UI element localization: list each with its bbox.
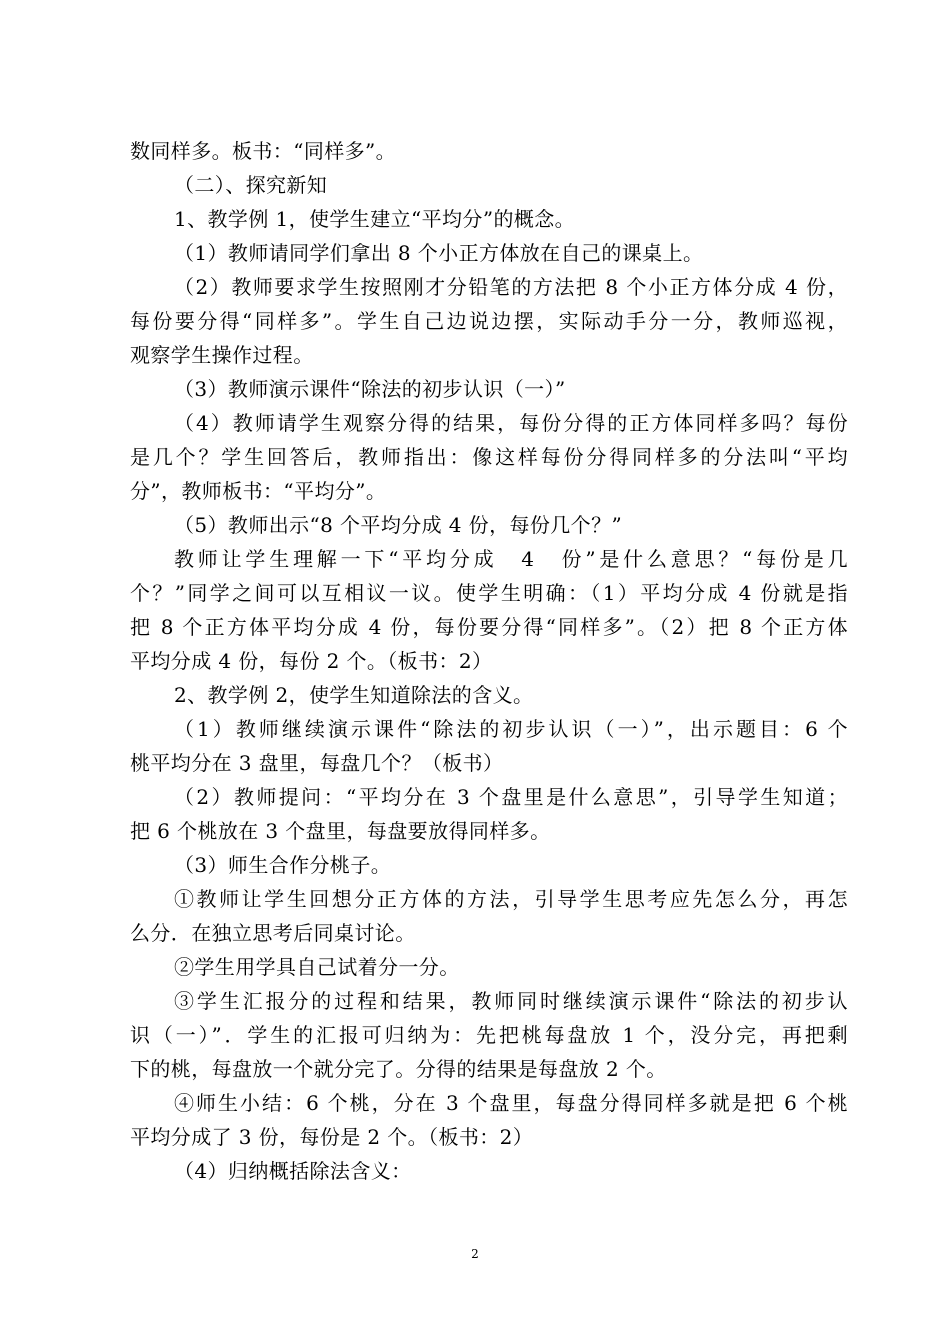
text-line: ②学生用学具自己试着分一分。 [174, 955, 460, 979]
text-line: 桃平均分在 3 盘里，每盘几个？（板书） [130, 751, 504, 775]
text-line: 平均分成 4 份，每份 2 个。（板书：2） [130, 649, 493, 673]
text-line: 么分．在独立思考后同桌讨论。 [130, 921, 416, 945]
text-line: 数同样多。板书：“同样多”。 [130, 139, 397, 163]
text-line: 每份要分得“同样多”。学生自己边说边摆，实际动手分一分，教师巡视， [130, 309, 848, 333]
text-line: 观察学生操作过程。 [130, 343, 314, 367]
text-line: （1）教师请同学们拿出 8 个小正方体放在自己的课桌上。 [174, 241, 704, 265]
text-line: 分”，教师板书：“平均分”。 [130, 479, 387, 503]
text-line: （二）、探究新知 [174, 173, 328, 197]
text-line: ④师生小结：6 个桃，分在 3 个盘里，每盘分得同样多就是把 6 个桃 [174, 1091, 848, 1115]
text-line: （2）教师要求学生按照刚才分铅笔的方法把 8 个小正方体分成 4 份， [174, 275, 848, 299]
text-line: 是几个？学生回答后，教师指出：像这样每份分得同样多的分法叫“平均 [130, 445, 848, 469]
text-line: 下的桃，每盘放一个就分完了。分得的结果是每盘放 2 个。 [130, 1057, 667, 1081]
text-line: （2）教师提问：“平均分在 3 个盘里是什么意思”，引导学生知道； [174, 785, 848, 809]
text-line: 平均分成了 3 份，每份是 2 个。（板书：2） [130, 1125, 534, 1149]
text-line: （1）教师继续演示课件“除法的初步认识（一）”，出示题目：6 个 [174, 717, 848, 741]
page-number: 2 [471, 1247, 479, 1261]
text-line: 教师让学生理解一下“平均分成 4 份”是什么意思？“每份是几 [174, 547, 848, 571]
text-line: （3）教师演示课件“除法的初步认识（一）” [174, 377, 566, 401]
text-line: 2、教学例 2，使学生知道除法的含义。 [174, 683, 534, 707]
text-line: 把 6 个桃放在 3 个盘里，每盘要放得同样多。 [130, 819, 551, 843]
text-line: （4）教师请学生观察分得的结果，每份分得的正方体同样多吗？每份 [174, 411, 848, 435]
text-line: 把 8 个正方体平均分成 4 份，每份要分得“同样多”。（2）把 8 个正方体 [130, 615, 848, 639]
text-line: 个？”同学之间可以互相议一议。使学生明确：（1）平均分成 4 份就是指 [130, 581, 848, 605]
text-line: ③学生汇报分的过程和结果，教师同时继续演示课件“除法的初步认 [174, 989, 848, 1013]
text-line: （4）归纳概括除法含义： [174, 1159, 412, 1183]
document-body [130, 134, 848, 1188]
text-line: 识（一）”．学生的汇报可归纳为：先把桃每盘放 1 个，没分完，再把剩 [130, 1023, 848, 1047]
text-line: ①教师让学生回想分正方体的方法，引导学生思考应先怎么分，再怎 [174, 887, 848, 911]
text-line: 1、教学例 1，使学生建立“平均分”的概念。 [174, 207, 576, 231]
text-line: （5）教师出示“8 个平均分成 4 份，每份几个？” [174, 513, 623, 537]
text-line: （3）师生合作分桃子。 [174, 853, 392, 877]
